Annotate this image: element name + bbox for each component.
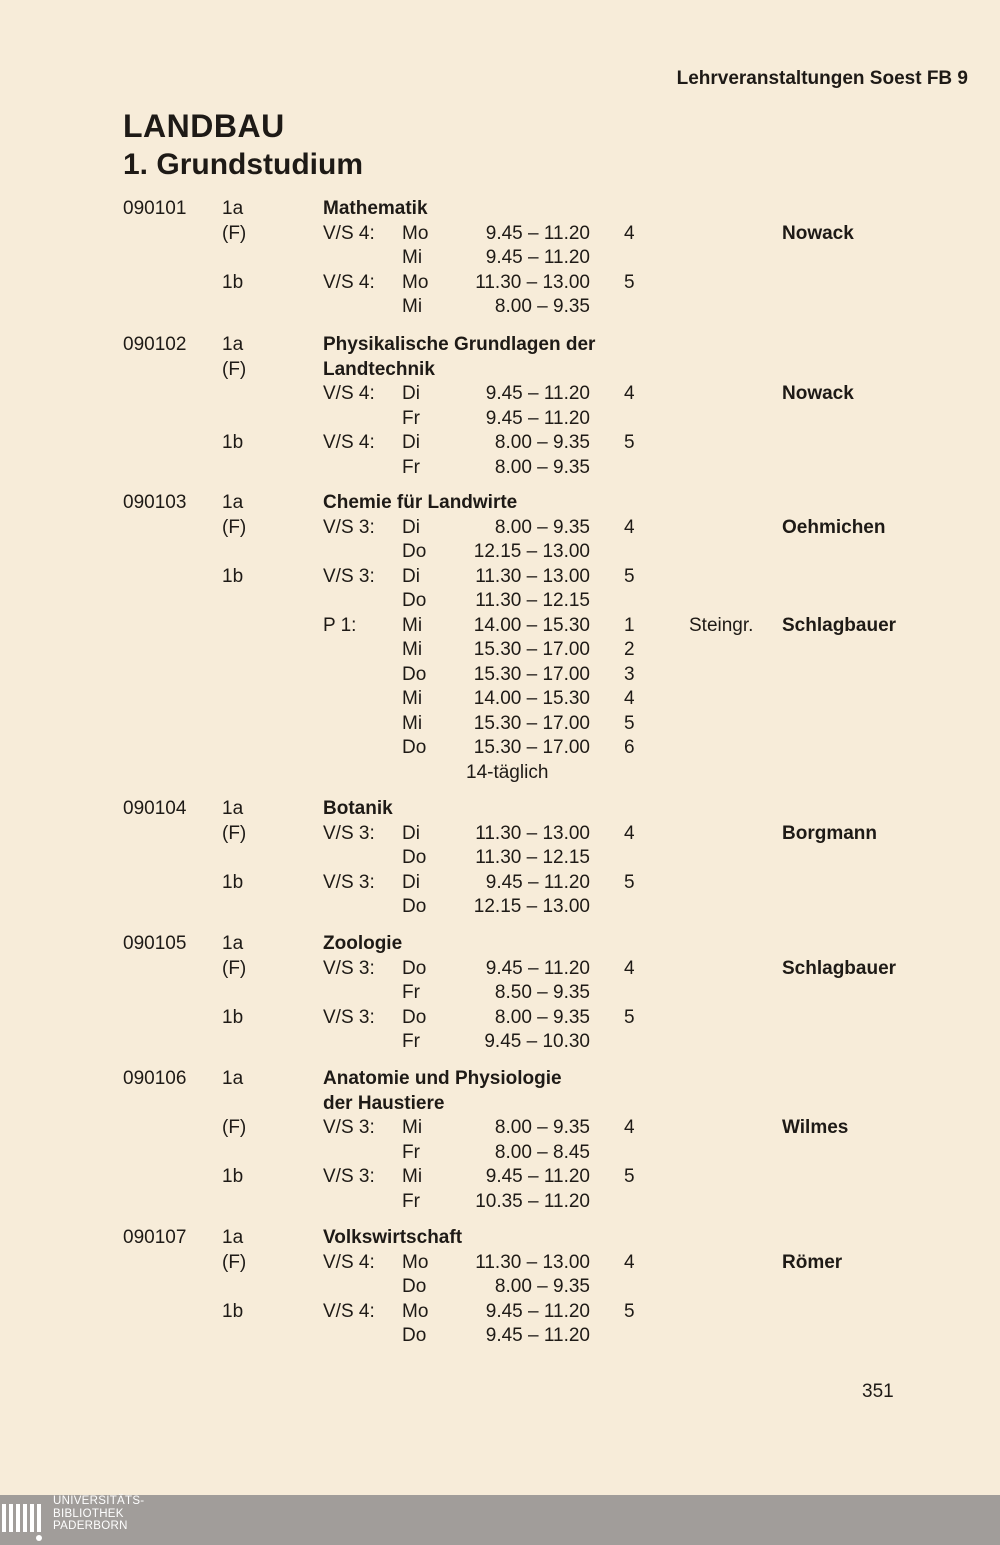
weekday: Mi	[402, 1166, 423, 1187]
weekday: Di	[402, 516, 420, 538]
weekday: Do	[402, 957, 427, 979]
course-line	[0, 1300, 1000, 1325]
course-090101	[0, 197, 1000, 320]
time-slot: 11.30 – 12.15	[475, 847, 590, 868]
time-slot: 11.30 – 12.15	[475, 590, 590, 611]
time-slot: 8.00 – 9.35	[494, 1006, 590, 1028]
lecturer: Römer	[782, 1251, 843, 1273]
course-type: V/S 4:	[323, 432, 375, 453]
course-line	[0, 565, 1000, 590]
group: (F)	[222, 358, 247, 380]
group: (F)	[222, 1117, 247, 1138]
lecturer: Schlagbauer	[782, 614, 897, 636]
session-number: 5	[624, 432, 635, 453]
course-code: 090103	[123, 492, 187, 513]
weekday: Fr	[402, 407, 420, 429]
course-line	[0, 1226, 1000, 1251]
time-slot: 14.00 – 15.30	[473, 614, 590, 636]
weekday: Mo	[402, 1251, 429, 1273]
course-type: V/S 4:	[323, 1300, 375, 1322]
session-number: 4	[624, 516, 635, 538]
course-line	[0, 197, 1000, 222]
time-slot: 12.15 – 13.00	[473, 541, 590, 562]
course-line	[0, 516, 1000, 541]
course-line	[0, 822, 1000, 847]
time-slot: 9.45 – 11.20	[485, 383, 590, 404]
course-line	[0, 981, 1000, 1006]
course-code: 090101	[123, 198, 187, 219]
group: (F)	[222, 1251, 247, 1273]
course-code: 090104	[123, 798, 187, 819]
time-slot: 12.15 – 13.00	[473, 896, 590, 917]
time-slot: 8.00 – 9.35	[494, 296, 590, 317]
group: 1b	[222, 871, 244, 893]
session-number: 4	[624, 222, 635, 244]
time-slot: 11.30 – 13.00	[475, 822, 590, 844]
course-line	[0, 687, 1000, 712]
time-slot: 8.00 – 8.45	[494, 1141, 590, 1163]
time-slot: 9.45 – 11.20	[485, 247, 590, 268]
course-line	[0, 589, 1000, 614]
course-type: V/S 3:	[323, 1166, 375, 1187]
course-090105	[0, 932, 1000, 1055]
session-number: 1	[624, 614, 635, 636]
time-slot: 8.00 – 9.35	[494, 516, 590, 538]
course-line	[0, 1141, 1000, 1166]
course-type: V/S 4:	[323, 271, 375, 293]
room: Steingr.	[689, 614, 754, 636]
lecturer: Borgmann	[782, 822, 877, 844]
course-type: V/S 3:	[323, 565, 375, 587]
session-number: 5	[624, 1166, 635, 1187]
time-slot: 9.45 – 11.20	[485, 1166, 590, 1187]
session-number: 6	[624, 737, 635, 758]
group: 1a	[222, 334, 244, 355]
course-090107	[0, 1226, 1000, 1349]
session-number: 4	[624, 1251, 635, 1273]
time-slot: 9.45 – 11.20	[485, 407, 590, 429]
group: 1b	[222, 432, 244, 453]
course-line	[0, 957, 1000, 982]
weekday: Fr	[402, 456, 420, 478]
course-line	[0, 246, 1000, 271]
course-title: Zoologie	[323, 933, 403, 954]
course-line	[0, 895, 1000, 920]
weekday: Do	[402, 896, 427, 917]
course-line	[0, 382, 1000, 407]
course-line	[0, 1116, 1000, 1141]
group: (F)	[222, 516, 247, 538]
group: (F)	[222, 222, 247, 244]
weekday: Mi	[402, 614, 423, 636]
course-type: V/S 3:	[323, 957, 375, 979]
time-slot: 14.00 – 15.30	[473, 688, 590, 709]
time-slot: 9.45 – 11.20	[485, 1300, 590, 1322]
course-line	[0, 295, 1000, 320]
subsection-title: 1. Grundstudium	[123, 148, 363, 181]
session-number: 3	[624, 663, 635, 685]
library-logo-icon	[0, 1500, 46, 1542]
time-slot: 9.45 – 11.20	[485, 957, 590, 979]
weekday: Mo	[402, 222, 429, 244]
course-type: V/S 4:	[323, 1251, 375, 1273]
group: 1b	[222, 565, 244, 587]
frequency-note: 14-täglich	[466, 761, 549, 783]
course-title: Mathematik	[323, 198, 428, 219]
group: 1b	[222, 271, 244, 293]
group: 1b	[222, 1006, 244, 1028]
course-line	[0, 540, 1000, 565]
time-slot: 11.30 – 13.00	[475, 565, 590, 587]
lecturer: Wilmes	[782, 1117, 849, 1138]
weekday: Mi	[402, 688, 423, 709]
weekday: Fr	[402, 982, 420, 1003]
course-line	[0, 333, 1000, 358]
time-slot: 8.00 – 9.35	[494, 1276, 590, 1297]
library-name-line: PADERBORN	[53, 1520, 128, 1532]
time-slot: 8.50 – 9.35	[494, 982, 590, 1003]
course-090106	[0, 1067, 1000, 1214]
course-line	[0, 663, 1000, 688]
weekday: Di	[402, 565, 420, 587]
course-type: V/S 3:	[323, 516, 375, 538]
course-line	[0, 1251, 1000, 1276]
course-line	[0, 1006, 1000, 1031]
time-slot: 8.00 – 9.35	[494, 432, 590, 453]
group: 1a	[222, 933, 244, 954]
course-code: 090107	[123, 1227, 187, 1248]
lecturer: Schlagbauer	[782, 957, 897, 979]
group: (F)	[222, 957, 247, 979]
course-line	[0, 222, 1000, 247]
course-line	[0, 407, 1000, 432]
course-line	[0, 1190, 1000, 1215]
course-line	[0, 1092, 1000, 1117]
library-footer-bar	[0, 1495, 1000, 1545]
course-type: V/S 3:	[323, 1006, 375, 1028]
session-number: 2	[624, 639, 635, 660]
course-type: V/S 3:	[323, 1117, 375, 1138]
course-title: Physikalische Grundlagen der	[323, 334, 596, 355]
course-line	[0, 1275, 1000, 1300]
time-slot: 9.45 – 11.20	[485, 1325, 590, 1346]
group: 1b	[222, 1166, 244, 1187]
group: 1a	[222, 1068, 244, 1089]
time-slot: 15.30 – 17.00	[473, 712, 590, 734]
weekday: Fr	[402, 1190, 420, 1212]
course-type: V/S 3:	[323, 871, 375, 893]
session-number: 4	[624, 957, 635, 979]
session-number: 5	[624, 712, 635, 734]
course-title: Volkswirtschaft	[323, 1227, 463, 1248]
course-line	[0, 736, 1000, 761]
course-line	[0, 932, 1000, 957]
course-line	[0, 761, 1000, 786]
weekday: Mo	[402, 271, 429, 293]
course-type: V/S 4:	[323, 222, 375, 244]
group: 1a	[222, 198, 244, 219]
lecturer: Oehmichen	[782, 516, 886, 538]
weekday: Do	[402, 590, 427, 611]
course-title: Landtechnik	[323, 358, 435, 380]
course-line	[0, 846, 1000, 871]
course-line	[0, 871, 1000, 896]
time-slot: 10.35 – 11.20	[475, 1190, 590, 1212]
course-line	[0, 1030, 1000, 1055]
group: (F)	[222, 822, 247, 844]
weekday: Di	[402, 871, 420, 893]
course-line	[0, 271, 1000, 296]
weekday: Do	[402, 1325, 427, 1346]
course-title: der Haustiere	[323, 1092, 445, 1114]
weekday: Mi	[402, 1117, 423, 1138]
course-line	[0, 638, 1000, 663]
session-number: 4	[624, 1117, 635, 1138]
course-code: 090102	[123, 334, 187, 355]
course-line	[0, 712, 1000, 737]
time-slot: 8.00 – 9.35	[494, 1117, 590, 1138]
weekday: Do	[402, 737, 427, 758]
session-number: 4	[624, 822, 635, 844]
weekday: Di	[402, 432, 420, 453]
weekday: Mi	[402, 712, 423, 734]
course-line	[0, 614, 1000, 639]
library-name	[53, 1495, 144, 1533]
course-code: 090106	[123, 1068, 187, 1089]
lecturer: Nowack	[782, 383, 854, 404]
group: 1a	[222, 1227, 244, 1248]
session-number: 4	[624, 688, 635, 709]
course-line	[0, 491, 1000, 516]
weekday: Fr	[402, 1141, 420, 1163]
page-number: 351	[862, 1381, 894, 1402]
library-name-line: BIBLIOTHEK	[53, 1507, 124, 1520]
course-line	[0, 1165, 1000, 1190]
weekday: Fr	[402, 1031, 420, 1052]
course-title: Botanik	[323, 798, 393, 819]
session-number: 5	[624, 871, 635, 893]
course-line	[0, 431, 1000, 456]
course-type: V/S 3:	[323, 822, 375, 844]
session-number: 5	[624, 565, 635, 587]
time-slot: 11.30 – 13.00	[475, 1251, 590, 1273]
course-title: Chemie für Landwirte	[323, 492, 518, 513]
session-number: 5	[624, 271, 635, 293]
course-090103	[0, 491, 1000, 785]
course-line	[0, 1067, 1000, 1092]
course-line	[0, 797, 1000, 822]
course-line	[0, 1324, 1000, 1349]
time-slot: 11.30 – 13.00	[475, 271, 590, 293]
weekday: Mi	[402, 296, 423, 317]
course-line	[0, 456, 1000, 481]
weekday: Do	[402, 1006, 427, 1028]
course-title: Anatomie und Physiologie	[323, 1068, 562, 1089]
section-title: LANDBAU	[123, 108, 285, 144]
weekday: Di	[402, 822, 420, 844]
time-slot: 15.30 – 17.00	[473, 639, 590, 660]
library-name-line: UNIVERSITÄTS-	[53, 1495, 145, 1507]
course-090102	[0, 333, 1000, 480]
time-slot: 15.30 – 17.00	[473, 737, 590, 758]
session-number: 4	[624, 383, 635, 404]
time-slot: 8.00 – 9.35	[494, 456, 590, 478]
course-090104	[0, 797, 1000, 920]
course-type: V/S 4:	[323, 383, 375, 404]
session-number: 5	[624, 1006, 635, 1028]
weekday: Di	[402, 383, 420, 404]
group: 1b	[222, 1300, 244, 1322]
time-slot: 9.45 – 11.20	[485, 222, 590, 244]
weekday: Do	[402, 663, 427, 685]
course-line	[0, 358, 1000, 383]
course-type: P 1:	[323, 614, 357, 636]
weekday: Mi	[402, 247, 423, 268]
running-header: Lehrveranstaltungen Soest FB 9	[676, 68, 968, 89]
time-slot: 9.45 – 10.30	[484, 1031, 590, 1052]
session-number: 5	[624, 1300, 635, 1322]
time-slot: 15.30 – 17.00	[473, 663, 590, 685]
time-slot: 9.45 – 11.20	[485, 871, 590, 893]
weekday: Do	[402, 1276, 427, 1297]
weekday: Mi	[402, 639, 423, 660]
weekday: Do	[402, 541, 427, 562]
group: 1a	[222, 492, 244, 513]
weekday: Do	[402, 847, 427, 868]
course-code: 090105	[123, 933, 187, 954]
lecturer: Nowack	[782, 222, 854, 244]
group: 1a	[222, 798, 244, 819]
weekday: Mo	[402, 1300, 429, 1322]
